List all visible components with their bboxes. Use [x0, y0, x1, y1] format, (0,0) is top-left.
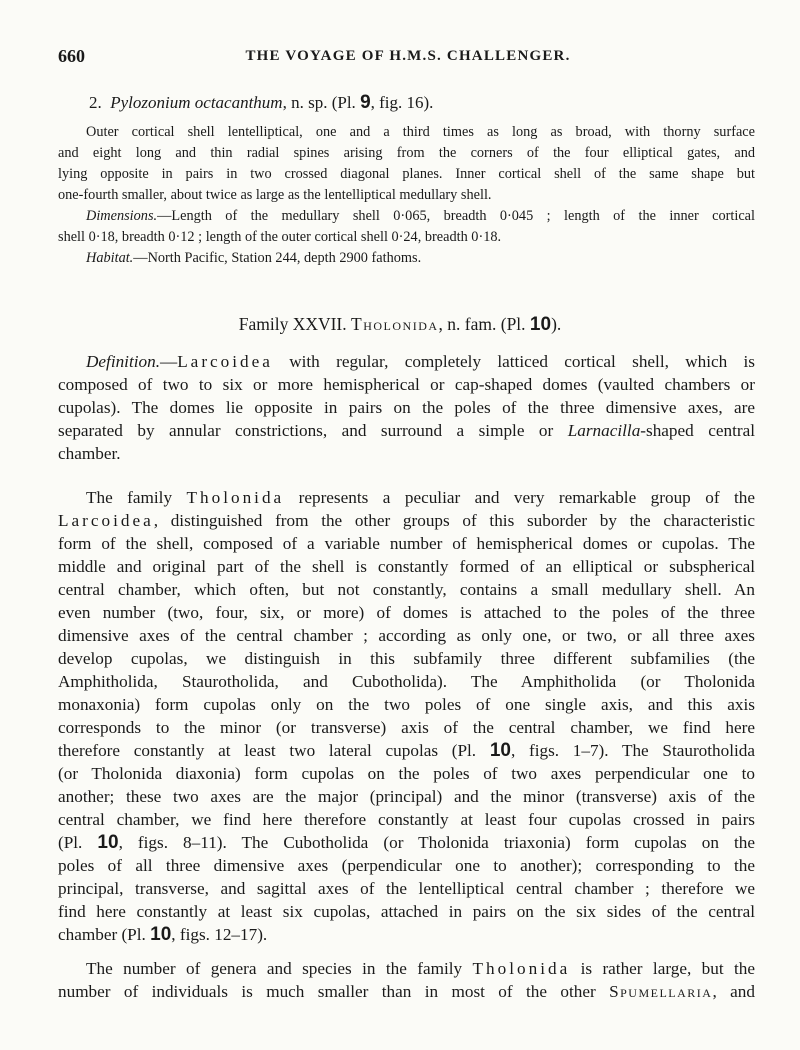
definition-label: Definition. — [86, 352, 160, 371]
body-text: , figs. 1–7). The Staurotholida — [510, 741, 756, 760]
family-note: , n. fam. (Pl. — [438, 314, 530, 334]
body-text: , distinguished from the other groups of this suborder by the characteristic — [153, 511, 755, 530]
definition-text: separated by annular constrictions, and surround a simple or — [58, 421, 568, 440]
body-line — [58, 509, 755, 532]
body-line: find here constantly at least six cupolas, attached in pairs on the six sides of the central — [58, 902, 755, 921]
body-line: (or Tholonida diaxonia) form cupolas on the poles of two axes perpendicular one to — [58, 764, 755, 783]
species-designation: , n. sp. (Pl. — [282, 93, 361, 112]
body-text: is rather large, but the — [570, 959, 755, 978]
definition-line — [58, 419, 755, 442]
family-term: Tholonida — [472, 959, 571, 978]
family-term: Tholonida — [186, 488, 285, 507]
body-line — [58, 739, 755, 762]
definition-line: chamber. — [58, 444, 121, 463]
body-text: , figs. 8–11). The Cubotholida (or Tholonida triaxonia) form cupolas on the — [118, 833, 756, 852]
family-end: ). — [551, 314, 562, 334]
body-line: dimensive axes of the central chamber ; according as only one, or two, or all three axes — [58, 626, 755, 645]
genus-name: Larnacilla — [567, 421, 641, 440]
body-text: number of individuals is much smaller than in most of the other — [58, 982, 610, 1001]
body-line: central chamber, we find here therefore constantly at least four cupolas crossed in pairs — [58, 810, 755, 829]
definition-term: Larcoidea — [177, 352, 273, 371]
body-line: middle and original part of the shell is constantly formed of an elliptical or subspherical — [58, 557, 755, 576]
definition-text: with regular, completely latticed cortical shell, which is — [272, 352, 755, 371]
dimensions-line: shell 0·18, breadth 0·12 ; length of the outer cortical shell 0·24, breadth 0·18. — [58, 229, 502, 245]
body-line — [58, 957, 755, 980]
definition-paragraph — [58, 350, 755, 465]
definition-text: -shaped central — [640, 421, 755, 440]
suborder-term: Larcoidea — [58, 511, 154, 530]
body-line: develop cupolas, we distinguish in this subfamily three different subfamilies (the — [58, 649, 755, 668]
body-line: central chamber, which often, but not constantly, contains a small medullary shell. An — [58, 580, 755, 599]
body-line: form of the shell, composed of a variable number of hemispherical domes or cupolas. The — [58, 534, 755, 553]
body-paragraph — [58, 486, 755, 946]
body-line: poles of all three dimensive axes (perpendicular one to another); corresponding to the — [58, 856, 755, 875]
species-description — [58, 122, 755, 269]
body-line — [58, 923, 755, 946]
body-line — [58, 980, 755, 1003]
plate-ref: 10 — [150, 924, 172, 945]
description-line: Outer cortical shell lentelliptical, one and a third times as long as broad, with thorny surface — [86, 124, 755, 140]
body-text: therefore constantly at least two lateral cupolas (Pl. — [58, 741, 490, 760]
description-line: and eight long and thin radial spines arising from the corners of the four elliptical gates, and — [58, 145, 755, 161]
body-line: monaxonia) form cupolas only on the two poles of one single axis, and this axis — [58, 695, 755, 714]
running-title: THE VOYAGE OF H.M.S. CHALLENGER. — [245, 48, 571, 64]
body-line: principal, transverse, and sagittal axes of the lentelliptical central chamber ; therefore we — [58, 879, 755, 898]
page-header — [58, 46, 758, 70]
species-heading — [89, 92, 433, 114]
family-name: Tholonida — [351, 314, 439, 334]
body-line — [58, 486, 755, 509]
definition-line — [58, 350, 755, 373]
body-line: corresponds to the minor (or transverse) axis of the central chamber, we find here — [58, 718, 755, 737]
final-paragraph — [58, 957, 755, 1003]
definition-dash: — — [160, 352, 178, 371]
habitat-line — [58, 248, 755, 269]
plate-ref: 10 — [529, 314, 552, 335]
family-number: Family XXVII. — [238, 314, 352, 334]
habitat-text: —North Pacific, Station 244, depth 2900 fathoms. — [133, 250, 422, 266]
species-number: 2. — [89, 93, 102, 112]
body-text: The family — [86, 488, 187, 507]
body-line: Amphitholida, Staurotholida, and Cubotholida). The Amphitholida (or Tholonida — [58, 672, 755, 691]
dimensions-text: —Length of the medullary shell 0·065, breadth 0·045 ; length of the inner cortical — [157, 208, 755, 224]
habitat-label: Habitat. — [86, 250, 134, 266]
body-text: , figs. 12–17). — [171, 925, 268, 944]
family-heading — [0, 314, 800, 336]
body-text: , and — [712, 982, 755, 1001]
body-text: (Pl. — [58, 833, 98, 852]
body-line: another; these two axes are the major (principal) and the minor (transverse) axis of the — [58, 787, 755, 806]
definition-line: composed of two to six or more hemispherical or cap-shaped domes (vaulted chambers or — [58, 375, 755, 394]
dimensions-label: Dimensions. — [86, 208, 158, 224]
definition-line: cupolas). The domes lie opposite in pairs on the poles of the three dimensive axes, are — [58, 398, 755, 417]
body-line: even number (two, four, six, or more) of domes is attached to the poles of the three — [58, 603, 755, 622]
plate-ref: 9 — [360, 92, 371, 113]
body-text: The number of genera and species in the family — [86, 959, 473, 978]
species-name: Pylozonium octacanthum — [110, 93, 283, 112]
plate-ref: 10 — [489, 740, 511, 761]
body-line — [58, 831, 755, 854]
description-line: lying opposite in pairs in two crossed diagonal planes. Inner cortical shell of the same shape but — [58, 166, 755, 182]
description-line: one-fourth smaller, about twice as large as the lentelliptical medullary shell. — [58, 187, 492, 203]
figure-ref: , fig. 16). — [370, 93, 434, 112]
body-text: represents a peculiar and very remarkable group of the — [284, 488, 756, 507]
order-term: Spumellaria — [609, 982, 713, 1001]
body-text: chamber (Pl. — [58, 925, 151, 944]
plate-ref: 10 — [97, 832, 119, 853]
dimensions-line — [58, 206, 755, 227]
page-number: 660 — [58, 46, 85, 66]
